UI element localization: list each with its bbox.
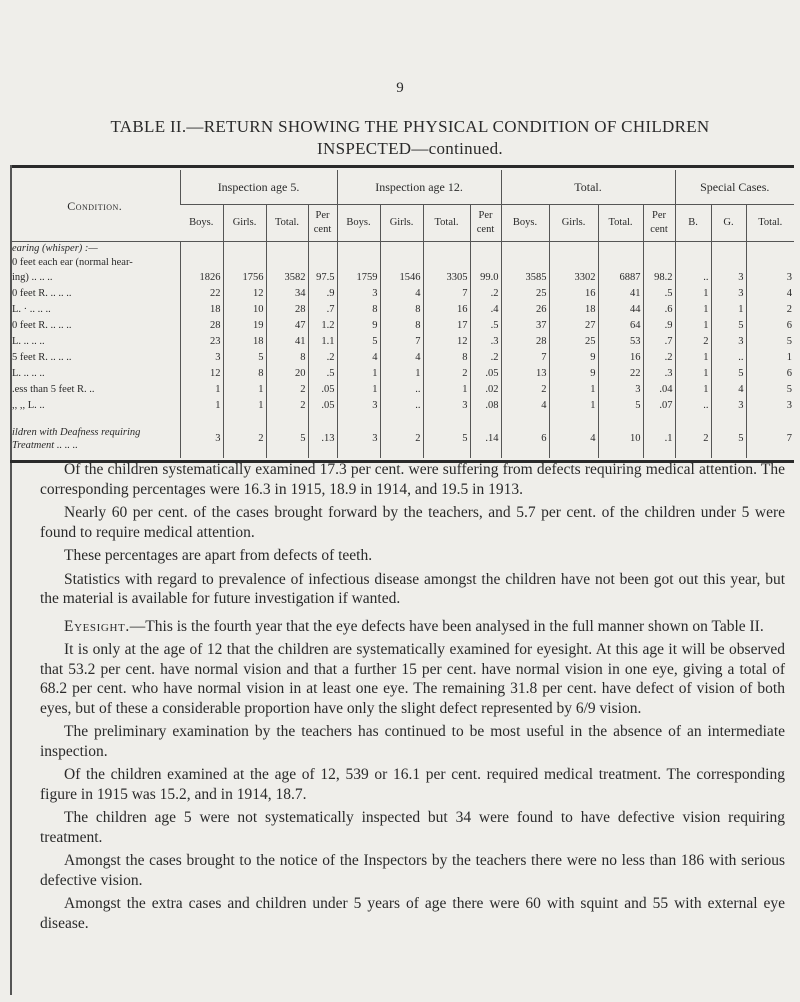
eyesight-heading: Eyesight.	[64, 617, 130, 635]
table-cell: 10	[598, 420, 643, 458]
table-cell: .9	[308, 286, 337, 302]
table-row	[10, 302, 794, 318]
table-cell: 3582	[266, 270, 308, 286]
row-label: .ess than 5 feet R. ..	[12, 384, 95, 395]
table-cell: 28	[180, 318, 223, 334]
table-cell: 1826	[180, 270, 223, 286]
table-cell: 3302	[549, 270, 598, 286]
col-b: B.	[675, 205, 711, 242]
table-cell: .2	[470, 286, 501, 302]
table-cell: 3	[711, 270, 746, 286]
table-row	[10, 334, 794, 350]
table-cell: 3	[598, 382, 643, 398]
paragraph: The children age 5 were not systematically inspected but 34 were found to have defective vision requiring treatment.	[40, 809, 785, 846]
table-cell: 9	[549, 366, 598, 382]
paragraph: The preliminary examination by the teachers has continued to be most useful in the absence of an intermediate inspection.	[40, 723, 785, 760]
table-cell: .13	[308, 420, 337, 458]
table-cell: 22	[598, 366, 643, 382]
table-cell: 1.2	[308, 318, 337, 334]
table-cell: .14	[470, 420, 501, 458]
table-cell: 4	[746, 286, 794, 302]
body-text	[40, 460, 785, 937]
table-cell: 4	[549, 420, 598, 458]
table-top-rule	[10, 165, 794, 168]
page-number: 9	[396, 80, 404, 96]
table-cell: .5	[308, 366, 337, 382]
table-cell: 2	[746, 302, 794, 318]
table-cell: 5	[337, 334, 380, 350]
table-cell: 2	[266, 382, 308, 398]
table-cell: 27	[549, 318, 598, 334]
table-cell: 1	[223, 382, 266, 398]
table-cell: 7	[501, 350, 549, 366]
title-line-1: TABLE II.—RETURN SHOWING THE PHYSICAL CONDITION OF CHILDREN	[110, 117, 710, 136]
table-cell: 5	[266, 420, 308, 458]
col-total: Total.	[598, 205, 643, 242]
table-cell: 1	[180, 398, 223, 414]
table-cell: 13	[501, 366, 549, 382]
table-row	[10, 382, 794, 398]
table-cell: .02	[470, 382, 501, 398]
table-cell: 1	[675, 350, 711, 366]
table-cell: 1	[549, 382, 598, 398]
table-cell: .7	[643, 334, 675, 350]
table-cell: 1	[337, 382, 380, 398]
table-cell: 41	[598, 286, 643, 302]
deafness-label-line-2: Treatment .. .. ..	[12, 440, 78, 451]
table-cell: 18	[549, 302, 598, 318]
table-cell: 1756	[223, 270, 266, 286]
table-row-deafness	[10, 420, 794, 458]
table-cell: 1759	[337, 270, 380, 286]
table-cell: 23	[180, 334, 223, 350]
table-cell: 4	[501, 398, 549, 414]
table-cell: 1	[549, 398, 598, 414]
table-cell: 1	[675, 302, 711, 318]
col-percent: Per cent	[643, 205, 675, 242]
table-cell: 9	[549, 350, 598, 366]
table-cell: 44	[598, 302, 643, 318]
table-cell: 16	[549, 286, 598, 302]
table-cell: ..	[380, 398, 423, 414]
table-cell: 12	[223, 286, 266, 302]
table-cell: 1546	[380, 270, 423, 286]
section-label-normal: 0 feet each ear (normal hear-	[12, 257, 133, 268]
table-cell: 1	[423, 382, 470, 398]
table-cell: 1	[675, 382, 711, 398]
col-total: Total.	[746, 205, 794, 242]
table-cell: 6	[501, 420, 549, 458]
row-label: L. .. .. ..	[12, 368, 45, 379]
paragraph: These percentages are apart from defects of teeth.	[64, 547, 373, 564]
col-g: G.	[711, 205, 746, 242]
table-cell: 1	[675, 286, 711, 302]
group-header-age12: Inspection age 12.	[337, 170, 501, 205]
table-cell: .2	[643, 350, 675, 366]
col-girls: Girls.	[380, 205, 423, 242]
row-label: 0 feet R. .. .. ..	[12, 288, 72, 299]
table-cell: 97.5	[308, 270, 337, 286]
table-cell: 7	[380, 334, 423, 350]
row-label: L. .. .. ..	[12, 336, 45, 347]
table-cell: 12	[180, 366, 223, 382]
table-cell: 3585	[501, 270, 549, 286]
table-cell: 12	[423, 334, 470, 350]
table-cell: 3	[711, 398, 746, 414]
table-cell: 16	[423, 302, 470, 318]
table-cell: 1	[675, 318, 711, 334]
col-boys: Boys.	[337, 205, 380, 242]
table-cell: 3	[423, 398, 470, 414]
table-row	[10, 318, 794, 334]
table-cell: ..	[675, 270, 711, 286]
table-cell: 8	[380, 318, 423, 334]
col-total: Total.	[266, 205, 308, 242]
table-cell: 25	[501, 286, 549, 302]
col-total: Total.	[423, 205, 470, 242]
table-cell: 25	[549, 334, 598, 350]
table-cell: 37	[501, 318, 549, 334]
table-cell: 4	[711, 382, 746, 398]
table-cell: 3	[337, 286, 380, 302]
table-cell: 1	[337, 366, 380, 382]
table-cell: .3	[470, 334, 501, 350]
table-row	[10, 398, 794, 414]
table-cell: 28	[266, 302, 308, 318]
table-row	[10, 286, 794, 302]
table-cell: 1	[180, 382, 223, 398]
table-cell: ..	[675, 398, 711, 414]
table-cell: 5	[711, 420, 746, 458]
col-girls: Girls.	[223, 205, 266, 242]
paragraph: Amongst the cases brought to the notice of the Inspectors by the teachers there were no less than 186 with serious defective vision.	[40, 852, 785, 889]
table-cell: 28	[501, 334, 549, 350]
table-cell: 99.0	[470, 270, 501, 286]
row-label: 0 feet R. .. .. ..	[12, 320, 72, 331]
table-cell: 8	[423, 350, 470, 366]
table-cell: .3	[643, 366, 675, 382]
table-cell: 5	[423, 420, 470, 458]
table-cell: 16	[598, 350, 643, 366]
table-cell: 3	[180, 350, 223, 366]
paragraph: Amongst the extra cases and children under 5 years of age there were 60 with squint and 55 with external eye disease.	[40, 895, 785, 932]
table-cell: 5	[711, 318, 746, 334]
paragraph-eyesight	[40, 617, 785, 637]
table-body	[10, 270, 794, 414]
row-label: ,, ,, L. ..	[12, 400, 45, 411]
table-cell: .1	[643, 420, 675, 458]
deafness-label-line-1: ildren with Deafness requiring	[12, 427, 141, 438]
table-cell: 8	[380, 302, 423, 318]
physical-condition-table	[10, 170, 794, 458]
table-cell: .2	[470, 350, 501, 366]
table-title	[40, 116, 780, 160]
table-cell: 18	[223, 334, 266, 350]
table-cell: .2	[308, 350, 337, 366]
table-cell: 7	[423, 286, 470, 302]
col-boys: Boys.	[501, 205, 549, 242]
table-cell: .05	[470, 366, 501, 382]
group-header-age5: Inspection age 5.	[180, 170, 337, 205]
table-cell: 18	[180, 302, 223, 318]
row-label	[10, 420, 180, 458]
table-cell: 6	[746, 318, 794, 334]
group-header-special: Special Cases.	[675, 170, 794, 205]
paragraph: It is only at the age of 12 that the children are systematically examined for eyesight. At this age it will be observed that 53.2 per cent. have normal vision and that a further 15 per cent. have normal vision in one eye, giving a total of 68.2 per cent. who have normal vision in at least one eye. The remaining 31.8 per cent. have defect of vision of both eyes, but of these a considerable proportion have only the slight defect represented by 6/9 vision.	[40, 641, 785, 717]
table-cell: .4	[470, 302, 501, 318]
eyesight-intro: —This is the fourth year that the eye defects have been analysed in the full manner shown on Table II.	[129, 617, 764, 635]
table-cell: 3	[337, 420, 380, 458]
table-cell: 9	[337, 318, 380, 334]
table-cell: 3	[180, 420, 223, 458]
table-cell: 3305	[423, 270, 470, 286]
section-label-hearing: earing (whisper) :—	[12, 243, 98, 254]
table-cell: 5	[223, 350, 266, 366]
table-cell: 47	[266, 318, 308, 334]
table-cell: 3	[711, 334, 746, 350]
table-cell: 2	[380, 420, 423, 458]
condition-header: Condition.	[10, 170, 180, 242]
table-cell: 4	[380, 286, 423, 302]
group-header-total: Total.	[501, 170, 675, 205]
table-cell: ..	[380, 382, 423, 398]
table-cell: 10	[223, 302, 266, 318]
table-cell: 34	[266, 286, 308, 302]
table-cell: ..	[711, 350, 746, 366]
table-cell: 5	[598, 398, 643, 414]
table-cell: 5	[711, 366, 746, 382]
table-row	[10, 366, 794, 382]
table-cell: 20	[266, 366, 308, 382]
table-cell: 6	[746, 366, 794, 382]
table-cell: .08	[470, 398, 501, 414]
header-row-groups	[10, 170, 794, 205]
paragraph: Statistics with regard to prevalence of infectious disease amongst the children have not been got out this year, but the material is available for future investigation if wanted.	[40, 570, 785, 607]
table-cell: 1	[675, 366, 711, 382]
table-cell: 1	[380, 366, 423, 382]
table-cell: .05	[308, 398, 337, 414]
row-label: L. · .. .. ..	[12, 304, 51, 315]
table-cell: 2	[423, 366, 470, 382]
table-cell: 2	[675, 334, 711, 350]
table-cell: 1	[711, 302, 746, 318]
table-cell: 1	[223, 398, 266, 414]
table-cell: 8	[223, 366, 266, 382]
table-row	[10, 350, 794, 366]
paragraph: Nearly 60 per cent. of the cases brought forward by the teachers, and 5.7 per cent. of the children under 5 were found to require medical attention.	[40, 504, 785, 541]
col-boys: Boys.	[180, 205, 223, 242]
table-cell: 3	[337, 398, 380, 414]
col-percent: Per cent	[470, 205, 501, 242]
table-cell: .9	[643, 318, 675, 334]
table-cell: 3	[746, 270, 794, 286]
table-cell: .5	[470, 318, 501, 334]
table-cell: 8	[266, 350, 308, 366]
table-cell: .5	[643, 286, 675, 302]
table-cell: 1	[746, 350, 794, 366]
col-girls: Girls.	[549, 205, 598, 242]
table-cell: 98.2	[643, 270, 675, 286]
table-row	[10, 270, 794, 286]
table-cell: .05	[308, 382, 337, 398]
table-cell: .07	[643, 398, 675, 414]
table-cell: .6	[643, 302, 675, 318]
paragraph: Of the children examined at the age of 12, 539 or 16.1 per cent. required medical treatment. The corresponding figure in 1915 was 15.2, and in 1914, 18.7.	[40, 766, 785, 803]
row-label: 5 feet R. .. .. ..	[12, 352, 72, 363]
table-cell: 4	[380, 350, 423, 366]
table-cell: 64	[598, 318, 643, 334]
col-percent: Per cent	[308, 205, 337, 242]
table-cell: 41	[266, 334, 308, 350]
section-row	[10, 242, 794, 257]
table-cell: 8	[337, 302, 380, 318]
table-cell: 2	[675, 420, 711, 458]
table-cell: .7	[308, 302, 337, 318]
table-cell: 3	[746, 398, 794, 414]
paragraph: Of the children systematically examined 17.3 per cent. were suffering from defects requiring medical attention. The corresponding percentages were 16.3 in 1915, 18.9 in 1914, and 19.5 in 1913.	[40, 461, 785, 498]
table-cell: 6887	[598, 270, 643, 286]
table-cell: 2	[501, 382, 549, 398]
table-cell: 17	[423, 318, 470, 334]
table-cell: 7	[746, 420, 794, 458]
table-cell: 5	[746, 382, 794, 398]
table-cell: 3	[711, 286, 746, 302]
table-cell: 22	[180, 286, 223, 302]
table-cell: 19	[223, 318, 266, 334]
table-cell: 2	[223, 420, 266, 458]
row-label: ing) .. .. ..	[12, 272, 53, 283]
table-cell: 53	[598, 334, 643, 350]
section-row	[10, 256, 794, 270]
table-cell: 26	[501, 302, 549, 318]
table-cell: 1.1	[308, 334, 337, 350]
table-cell: 4	[337, 350, 380, 366]
table-cell: .04	[643, 382, 675, 398]
table-cell: 5	[746, 334, 794, 350]
table-cell: 2	[266, 398, 308, 414]
title-line-2: INSPECTED—continued.	[317, 139, 503, 158]
